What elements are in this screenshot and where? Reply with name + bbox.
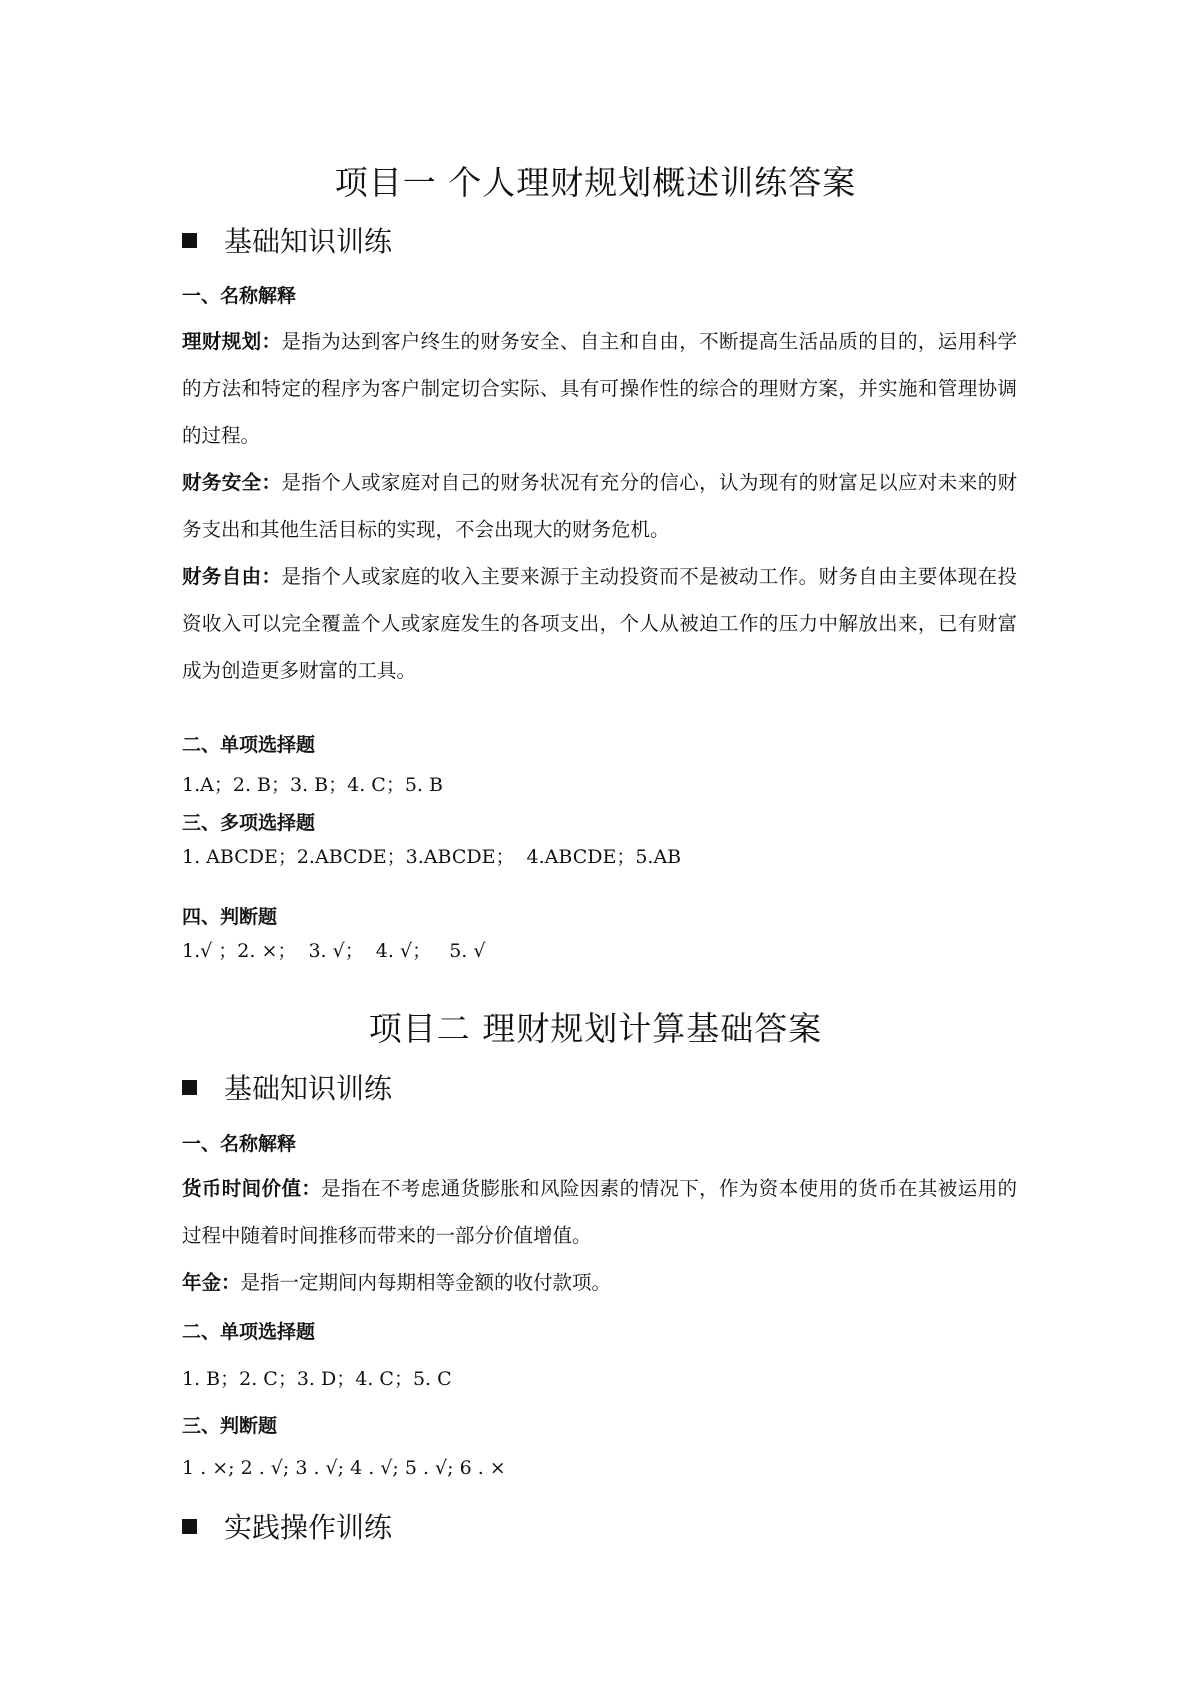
project2-sub-terms: 一、名称解释 [182,1133,297,1155]
project1-title: 项目一 个人理财规划概述训练答案 [334,163,857,202]
project1-sub-multi: 三、多项选择题 [182,812,316,834]
section-heading: 基础知识训练 [224,1072,393,1105]
term-definition: 是指为达到客户终生的财务安全、自主和自由，不断提高生活品质的目的，运用科学的方法和特定的程序为客户制定切合实际、具有可操作性的综合的理财方案，并实施和管理协调的过程。 [182,330,1017,447]
term-label: 财务自由： [182,565,282,588]
project1-answers-single: 1.A；2. B；3. B；4. C；5. B [182,774,443,796]
term-label: 年金： [182,1271,241,1294]
project1-answers-multi: 1. ABCDE；2.ABCDE；3.ABCDE； 4.ABCDE；5.AB [182,846,682,868]
project2-def-time-value [182,1165,1017,1259]
project2-sub-single: 二、单项选择题 [182,1321,316,1343]
term-label: 货币时间价值： [182,1177,322,1200]
term-definition: 是指个人或家庭的收入主要来源于主动投资而不是被动工作。财务自由主要体现在投资收入可以完全覆盖个人或家庭发生的各项支出，个人从被迫工作的压力中解放出来，已有财富成为创造更多财富的工具。 [182,565,1017,682]
term-definition: 是指一定期间内每期相等金额的收付款项。 [240,1271,612,1294]
project2-answers-single: 1. B；2. C；3. D；4. C；5. C [182,1368,452,1390]
project2-answers-judge: 1 . ×; 2 . √; 3 . √; 4 . √; 5 . √; 6 . × [182,1457,506,1479]
project1-sub-terms: 一、名称解释 [182,285,297,307]
project2-section-basic [182,1067,392,1107]
project2-title: 项目二 理财规划计算基础答案 [368,1009,823,1048]
square-bullet-icon [182,233,197,248]
project1-sub-judge: 四、判断题 [182,906,278,928]
term-definition: 是指在不考虑通货膨胀和风险因素的情况下，作为资本使用的货币在其被运用的过程中随着时间推移而带来的一部分价值增值。 [182,1177,1017,1247]
section-heading: 实践操作训练 [224,1511,393,1544]
term-label: 理财规划： [182,330,282,353]
project2-section-practice [182,1506,392,1546]
project1-answers-judge: 1.√ ；2. ×； 3. √； 4. √； 5. √ [182,940,486,962]
project1-def-financial-freedom [182,553,1017,694]
term-definition: 是指个人或家庭对自己的财务状况有充分的信心，认为现有的财富足以应对未来的财务支出和其他生活目标的实现，不会出现大的财务危机。 [182,471,1017,541]
project1-def-financial-security [182,459,1017,553]
square-bullet-icon [182,1519,197,1534]
term-label: 财务安全： [182,471,282,494]
section-heading: 基础知识训练 [224,225,393,258]
project1-section-basic [182,220,392,260]
project2-def-annuity [182,1259,1017,1306]
square-bullet-icon [182,1080,197,1095]
project2-sub-judge: 三、判断题 [182,1415,278,1437]
project1-def-financial-planning [182,318,1017,459]
project1-sub-single: 二、单项选择题 [182,734,316,756]
